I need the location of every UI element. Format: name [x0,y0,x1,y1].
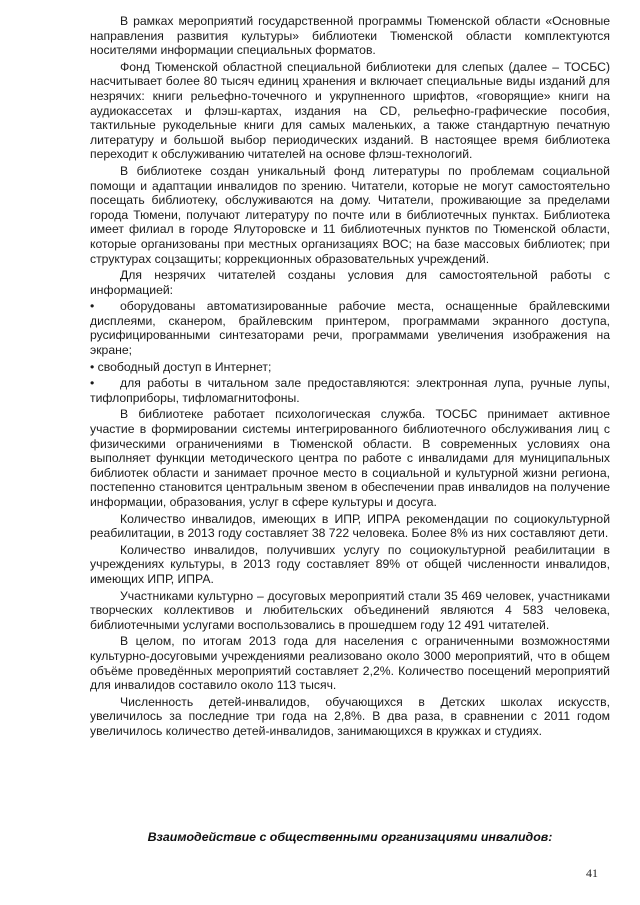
bullet-item [90,299,610,357]
bullet-marker: • [90,359,95,374]
paragraph-library-fund: Фонд Тюменской областной специальной библиотеки для слепых (далее – ТОСБС) насчитывает более 80 тысяч единиц хранения и включает специальные виды изданий для незрячих: книги рельефно-точечного и укрупненного шрифтов, «говорящие» книги на аудиокассетах и флэш-картах, издания на CD, рельефно-графические пособия, тактильные рукодельные книги для самых маленьких, а также стандартную печатную литературу и большой выбор периодических изданий. В настоящее время библиотека переходит к обслуживанию читателей на основе флэш-технологий. [90,59,610,162]
section-heading: Взаимодействие с общественными организациями инвалидов: [147,830,553,844]
bullet-marker: • [90,376,95,391]
bullet-item [90,360,610,375]
bullet-marker: • [90,299,95,314]
paragraph-rehab-services: Количество инвалидов, получивших услугу по социокультурной реабилитации в учреждениях культуры, в 2013 году составляет 89% от общей численности инвалидов, имеющих ИПР, ИПРА. [90,542,610,586]
bullet-text: свободный доступ в Интернет; [97,359,272,374]
bullet-text: для работы в читальном зале предоставляются: электронная лупа, ручные лупы, тифлоприборы, тифломагнитофоны. [90,376,610,405]
paragraph-conditions-intro: Для незрячих читателей созданы условия для самостоятельной работы с информацией: [90,268,610,297]
paragraph-children-schools: Численность детей-инвалидов, обучающихся в Детских школах искусств, увеличилось за последние три года на 2,8%. В два раза, в сравнении с 2011 годом увеличилось количество детей-инвалидов, занимающихся в кружках и студиях. [90,694,610,738]
paragraph-unique-fund: В библиотеке создан уникальный фонд литературы по проблемам социальной помощи и адаптации инвалидов по зрению. Читатели, которые не могут самостоятельно посещать библиотеку, обслуживаются на дому. Читатели, проживающие за пределами города Тюмени, получают литературу по почте или в библиотечных пунктах. Библиотека имеет филиал в городе Ялуторовске и 11 библиотечных пунктов по Тюменской области, которые организованы при местных организациях ВОС; на базе массовых библиотек; при структурах соцзащиты; коррекционных образовательных учреждений. [90,163,610,266]
bullet-text: оборудованы автоматизированные рабочие места, оснащенные брайлевскими дисплеями, сканером, брайлевским принтером, программами экранного доступа, русифицированными синтезаторами речи, программами увеличения изображения на экране; [90,299,610,358]
document-body [90,14,610,741]
paragraph-participants: Участниками культурно – досуговых мероприятий стали 35 469 человек, участниками творческих коллективов и любительских объединений являются 4 583 человека, библиотечными услугами воспользовались в прошедшем году 12 491 читателей. [90,588,610,632]
page-number: 41 [586,866,598,880]
paragraph-psychological-service: В библиотеке работает психологическая служба. ТОСБС принимает активное участие в формировании системы интегрированного библиотечного обслуживания лиц с физическими ограничениями в Тюменской области. В современных условиях она выполняет функции методического центра по работе с инвалидами для муниципальных библиотек области и занимает прочное место в социальной и культурной жизни региона, постепенно становится центральным звеном в обеспечении прав инвалидов на получение информации, образования, услуг в сфере культуры и досуга. [90,407,610,509]
bullet-item [90,376,610,405]
paragraph-ipr-count: Количество инвалидов, имеющих в ИПР, ИПРА рекомендации по социокультурной реабилитации, в 2013 году составляет 38 722 человека. Более 8% из них составляют дети. [90,511,610,541]
paragraph-events-total: В целом, по итогам 2013 года для населения с ограниченными возможностями культурно-досуговыми учреждениями реализовано около 3000 мероприятий, что в общем объёме проведённых мероприятий составляет 2,2%. Количество посещений мероприятий для инвалидов составило около 113 тысяч. [90,634,610,693]
paragraph-regional-program: В рамках мероприятий государственной программы Тюменской области «Основные направления развития культуры» библиотеки Тюменской области комплектуются носителями информации специальных форматов. [90,14,610,58]
